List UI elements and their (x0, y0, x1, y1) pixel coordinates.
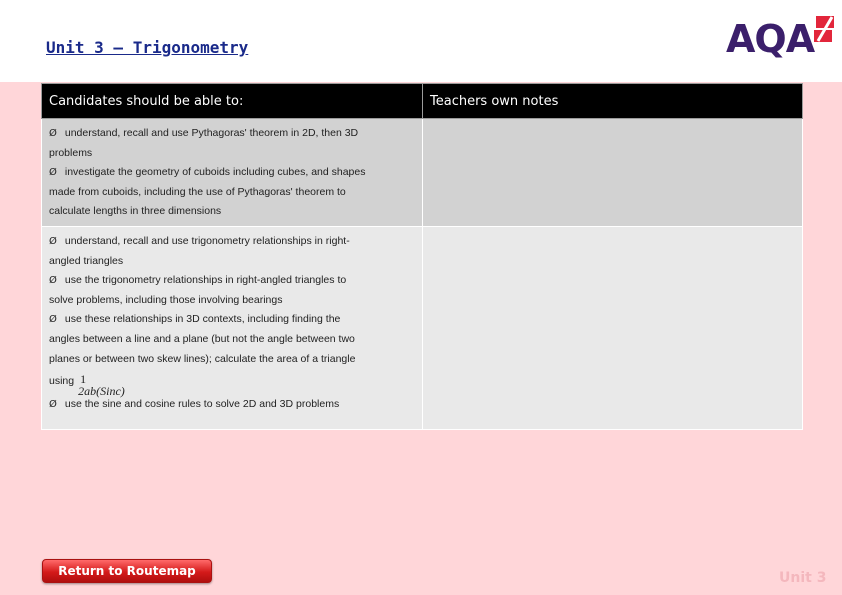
objective-line: Ø understand, recall and use Pythagoras' theorem in 2D, then 3D (49, 127, 359, 139)
notes-cell[interactable] (423, 119, 803, 227)
arrow-bullet-icon: Ø (49, 314, 57, 326)
table-header-row (42, 84, 803, 119)
arrow-bullet-icon: Ø (49, 235, 57, 247)
objective-line: Ø use the trigonometry relationships in right-angled triangles to (49, 274, 347, 287)
objective-line: Ø use the sine and cosine rules to solve 2D and 3D problems (49, 398, 340, 411)
unit-label: Unit 3 (779, 570, 827, 586)
header-bar (0, 0, 842, 82)
page-title: Unit 3 – Trigonometry (46, 38, 249, 57)
teachers-notes-header: Teachers own notes (423, 84, 803, 119)
objective-line: planes or between two skew lines); calculate the area of a triangle (49, 352, 356, 365)
triangle-area-formula: 1 2ab(Sinc) (78, 372, 125, 399)
arrow-bullet-icon: Ø (49, 167, 57, 179)
arrow-bullet-icon: Ø (49, 275, 57, 287)
objectives-cell (42, 226, 423, 429)
return-to-routemap-button[interactable]: Return to Routemap (42, 559, 212, 583)
objective-line: Ø understand, recall and use trigonometry relationships in right- (49, 234, 350, 247)
objective-line: calculate lengths in three dimensions (49, 205, 222, 218)
objective-line: made from cuboids, including the use of Pythagoras' theorem to (49, 185, 346, 198)
notes-cell[interactable] (423, 226, 803, 429)
logo-mark-icon (812, 14, 836, 44)
objective-line: problems (49, 146, 93, 159)
candidates-header: Candidates should be able to: (42, 84, 423, 119)
logo-text: AQA (726, 17, 815, 61)
objective-line: Ø use these relationships in 3D contexts, including finding the (49, 313, 341, 326)
objective-line: using 1 2ab(Sinc) (49, 372, 125, 399)
objective-line: Ø investigate the geometry of cuboids including cubes, and shapes (49, 166, 366, 179)
objective-line: solve problems, including those involving bearings (49, 293, 283, 306)
objective-line: angled triangles (49, 254, 124, 267)
aqa-logo (726, 14, 838, 62)
arrow-bullet-icon: Ø (49, 128, 57, 139)
table-row (42, 226, 803, 429)
objective-line: angles between a line and a plane (but not the angle between two (49, 332, 355, 345)
objectives-cell (42, 119, 423, 227)
arrow-bullet-icon: Ø (49, 399, 57, 411)
table-row (42, 119, 803, 227)
content-table (41, 83, 803, 430)
